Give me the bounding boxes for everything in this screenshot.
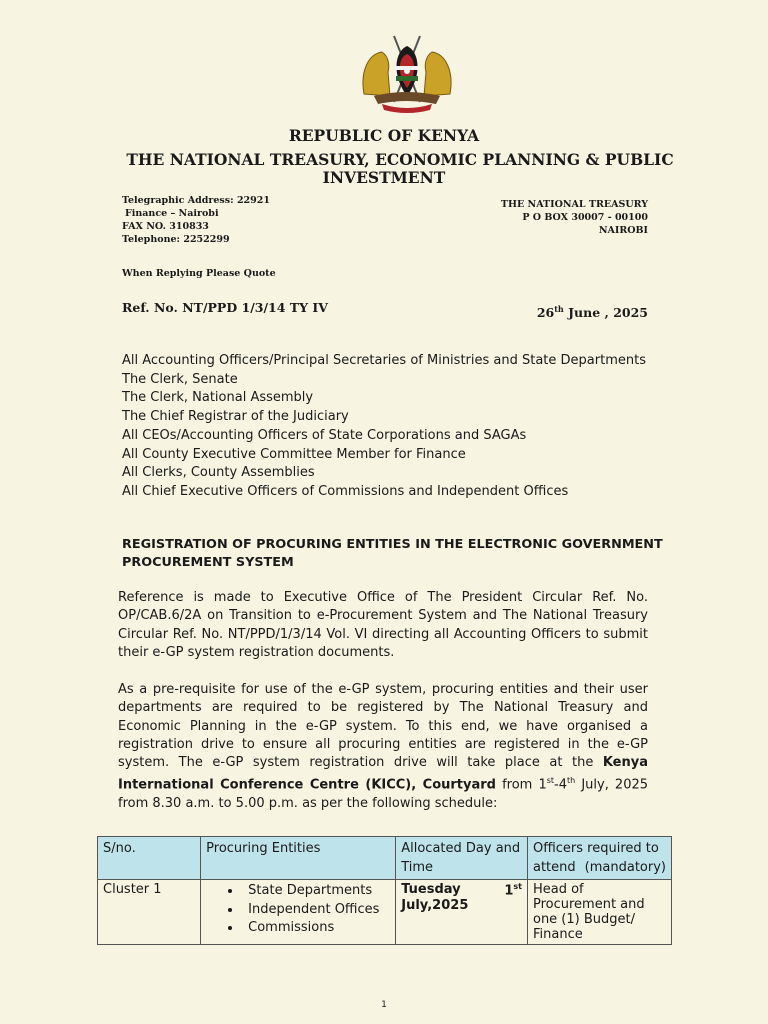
subject-heading: REGISTRATION OF PROCURING ENTITIES IN THE ELECTRONIC GOVERNMENT PROCUREMENT SYSTEM: [122, 537, 663, 570]
para2-text: July, 2025 from 8.30 a.m. to 5.00 p.m. as per the following schedule:: [118, 777, 649, 812]
ordinal-suffix: th: [567, 776, 576, 786]
day-date: July,2025: [401, 898, 469, 914]
city: NAIROBI: [598, 225, 648, 236]
contact-right: [501, 198, 648, 237]
paragraph-reference: Reference is made to Executive Office of The President Circular Ref. No. OP/CAB.6/2A on Transition to e-Procurement System and The National Treasury Circular Ref. No. NT/PPD/1/3/14 Vol. VI directing all Accounting Officers to submit their e-GP system registration documents.: [118, 590, 648, 660]
addressee: All Accounting Officers/Principal Secretaries of Ministries and State Departments: [122, 353, 646, 368]
addressee: All Clerks, County Assemblies: [122, 465, 315, 481]
addressee: All CEOs/Accounting Officers of State Corporations and SAGAs: [122, 427, 527, 443]
addressee-list: [122, 352, 646, 502]
para2-text: from 1: [496, 777, 547, 793]
cell-day: [396, 880, 528, 945]
telephone-number: Telephone: 2252299: [122, 234, 230, 245]
cell-officers: Head of Procurement and one (1) Budget/ Finance: [527, 880, 671, 945]
telegraphic-address: Telegraphic Address: 22921: [122, 195, 270, 206]
para2-text: As a pre-requisite for use of the e-GP system, procuring entities and their user departments are required to be registered by The National Treasury and Economic Planning in the e-GP system. To this end, we have organised a registration drive to ensure all procuring entities are registered in the e-GP system. The e-GP system registration drive will take place at the: [118, 682, 648, 771]
replying-note: When Replying Please Quote: [122, 268, 276, 279]
day-number: 1: [504, 883, 514, 899]
contact-left: [122, 194, 270, 246]
header-ministry: THE NATIONAL TREASURY, ECONOMIC PLANNING & PUBLIC: [126, 150, 674, 169]
letter-date: [537, 304, 648, 320]
col-sno-header: S/no.: [98, 837, 201, 880]
date-suffix: th: [554, 304, 564, 314]
coat-of-arms-logo: [354, 32, 460, 114]
header-ministry-cont: INVESTMENT: [322, 168, 446, 187]
ordinal-suffix: st: [546, 776, 555, 786]
date-day: 26: [536, 305, 555, 321]
page-number: 1: [381, 1000, 387, 1010]
reference-number: Ref. No. NT/PPD 1/3/14 TY IV: [122, 300, 328, 315]
day-name: Tuesday: [401, 882, 461, 897]
day-suffix: st: [513, 882, 522, 891]
addressee: All Chief Executive Officers of Commissions and Independent Offices: [122, 483, 569, 499]
venue-name: Kenya International Conference Centre (KICC), Courtyard: [118, 755, 648, 793]
po-box: P O BOX 30007 - 00100: [522, 212, 648, 223]
cell-entities: [201, 880, 396, 945]
schedule-table: [97, 836, 672, 945]
entity-item: • State Departments: [242, 882, 390, 901]
finance-line: Finance – Nairobi: [125, 208, 219, 219]
paragraph-registration: [118, 681, 648, 813]
table-row: [98, 880, 672, 945]
table-header-row: [98, 837, 672, 880]
addressee: All County Executive Committee Member for Finance: [122, 446, 466, 462]
addressee: The Clerk, Senate: [122, 371, 238, 387]
addressee: The Chief Registrar of the Judiciary: [122, 409, 349, 425]
office-name: THE NATIONAL TREASURY: [500, 199, 648, 210]
entity-item: • Commissions: [242, 919, 390, 938]
entity-item: • Independent Offices: [242, 901, 390, 920]
addressee: The Clerk, National Assembly: [122, 390, 314, 406]
fax-number: FAX NO. 310833: [122, 221, 209, 232]
col-day-header: Allocated Day and Time: [396, 837, 528, 880]
col-officers-header: Officers required to attend (mandatory): [527, 837, 671, 880]
col-entities-header: Procuring Entities: [201, 837, 396, 880]
date-rest: June , 2025: [563, 305, 648, 321]
para2-text: -4: [554, 777, 567, 793]
header-republic: REPUBLIC OF KENYA: [288, 126, 480, 145]
cell-sno: Cluster 1: [98, 880, 201, 945]
